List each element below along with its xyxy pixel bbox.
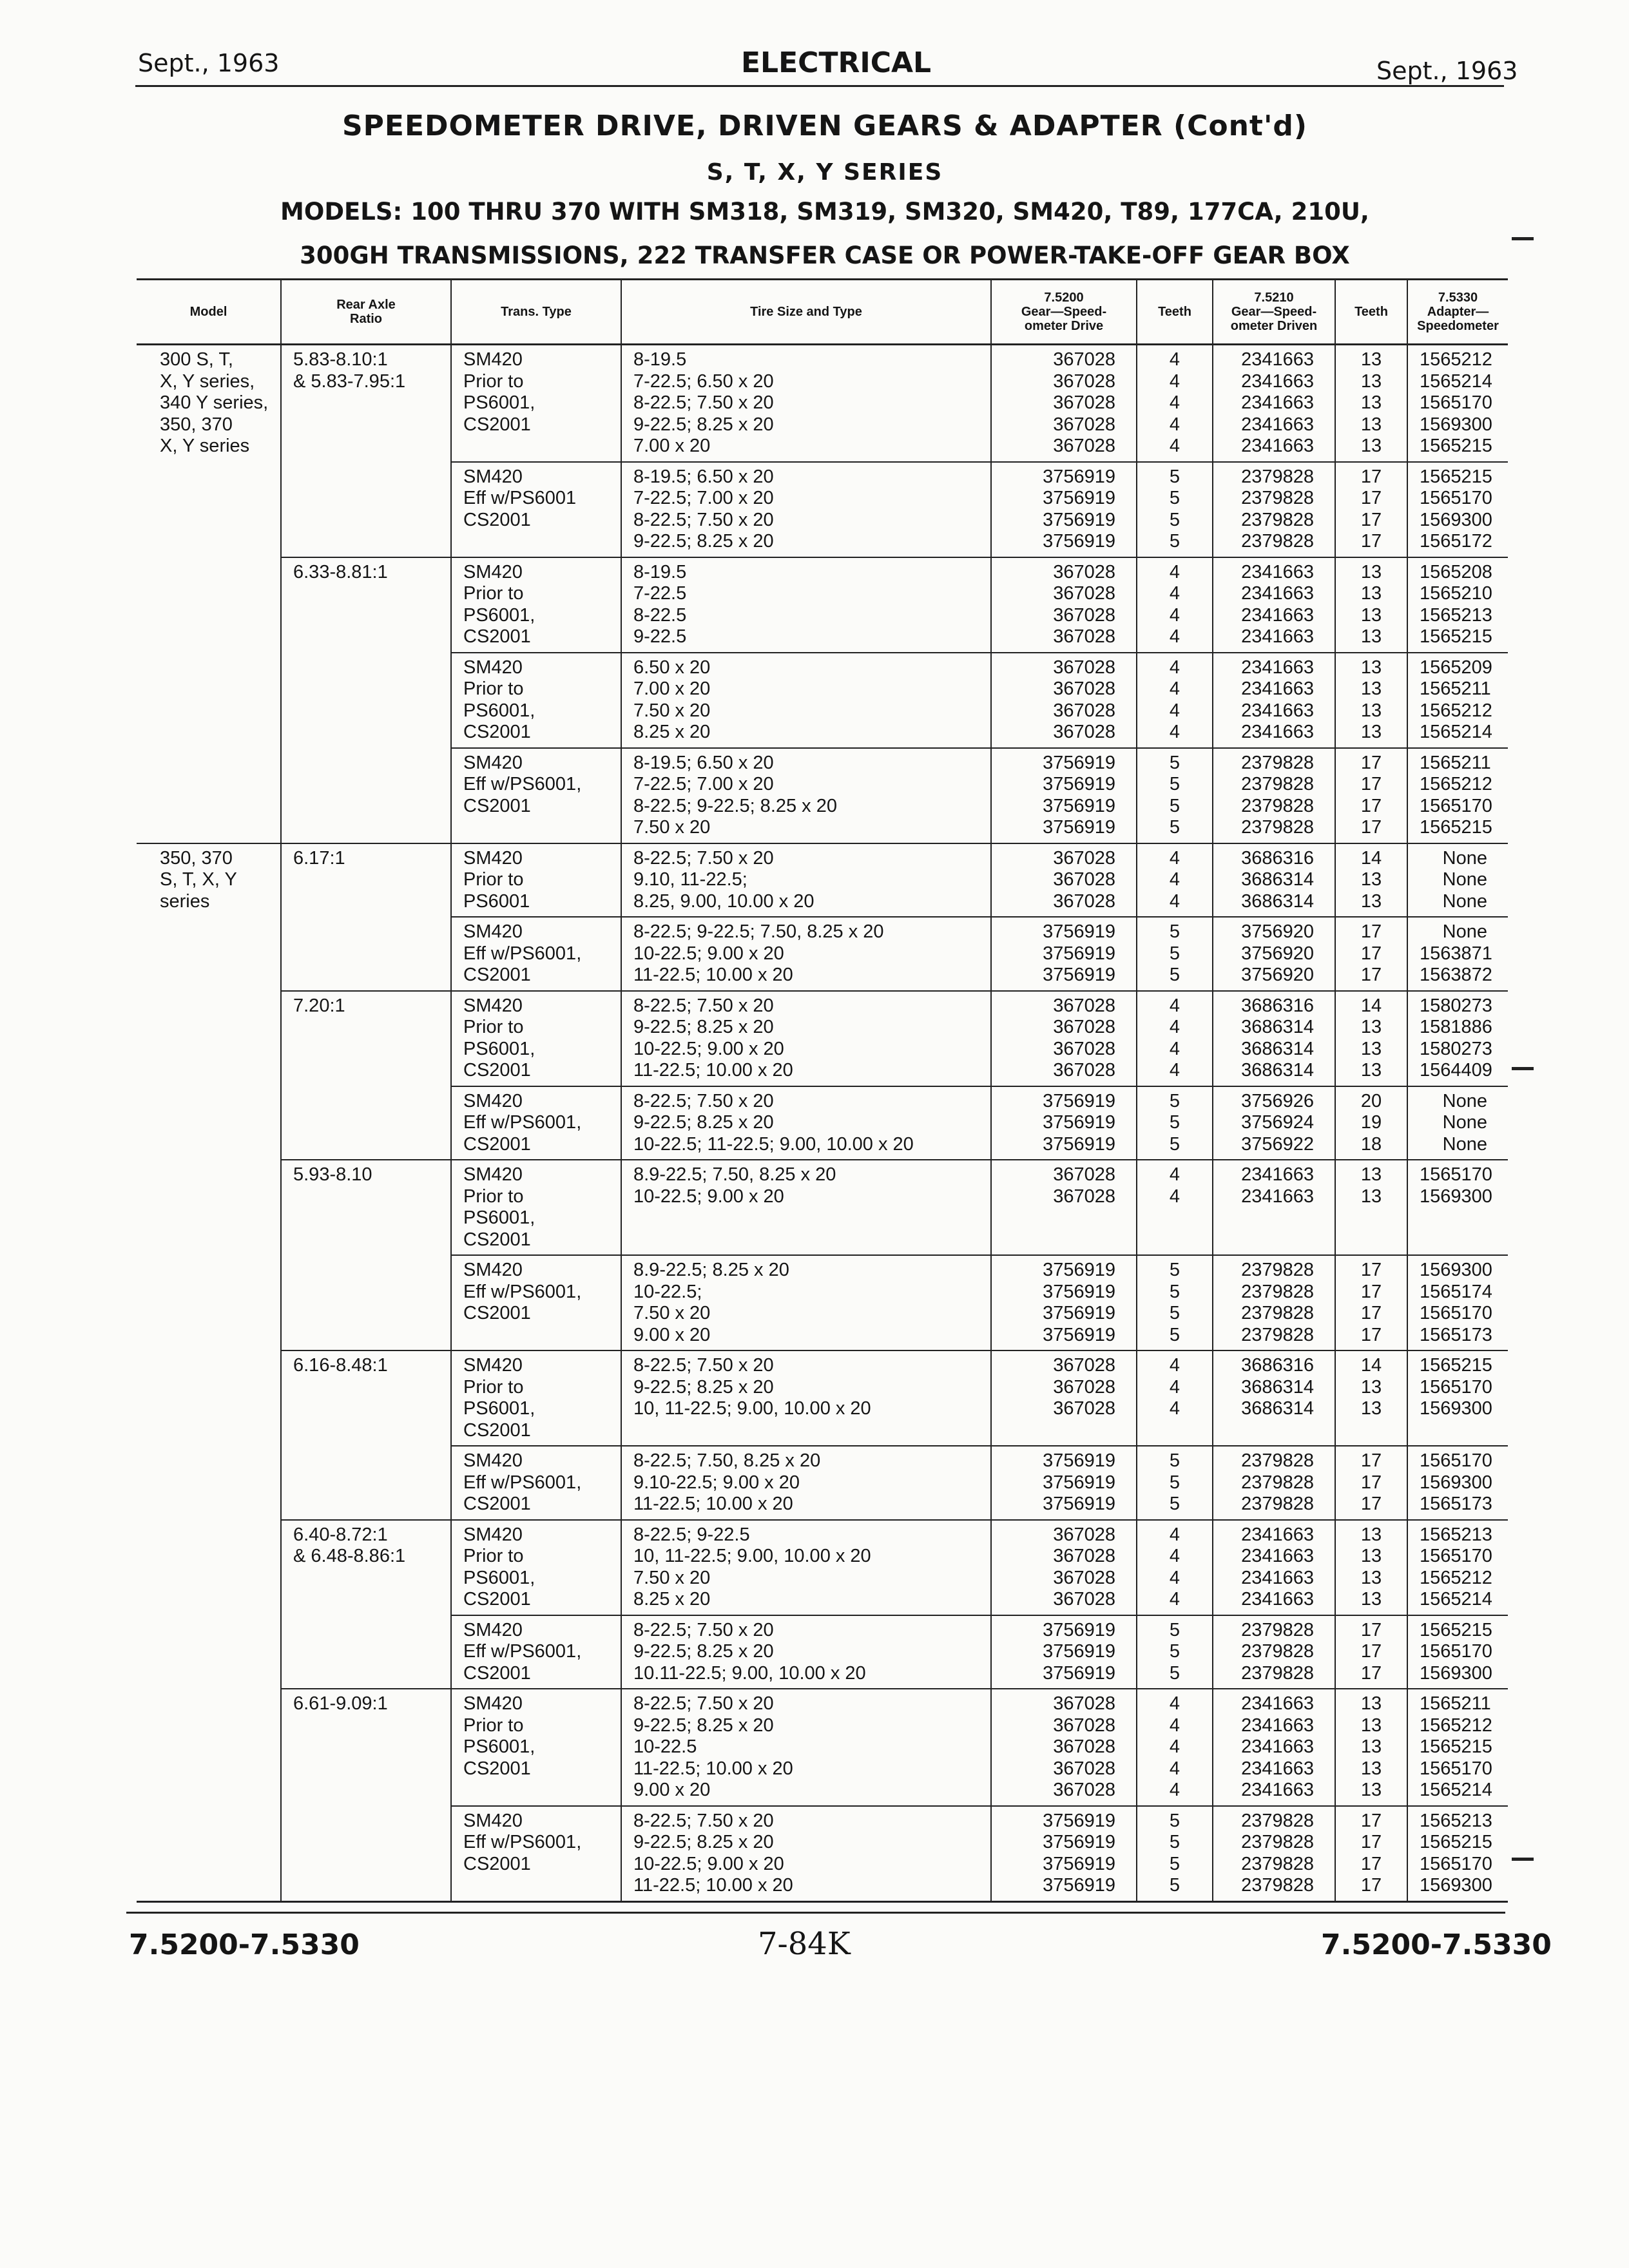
adapter-cell: 1565215 1565170 1569300 [1407,1350,1508,1446]
driven-gear-cell: 2379828 2379828 2379828 2379828 [1213,462,1335,557]
drive-gear-cell: 367028 367028 367028 367028 [991,1520,1137,1615]
footer-section-range-left: 7.5200-7.5330 [129,1928,360,1961]
driven-teeth-cell: 13 13 13 13 [1335,557,1407,653]
trans-type-cell: SM420 Prior to PS6001, CS2001 [451,557,621,653]
drive-gear-cell: 3756919 3756919 3756919 3756919 [991,1255,1137,1350]
adapter-cell: 1565211 1565212 1565170 1565215 [1407,748,1508,843]
header-driven-teeth: Teeth [1335,280,1407,345]
header-rear-axle-ratio: Rear Axle Ratio [281,280,451,345]
header-tire-size: Tire Size and Type [621,280,991,345]
driven-gear-cell: 3756920 3756920 3756920 [1213,917,1335,991]
trans-type-cell: SM420 Prior to PS6001, CS2001 [451,653,621,748]
trans-type-cell: SM420 Prior to PS6001 [451,843,621,918]
driven-teeth-cell: 17 17 17 17 [1335,1255,1407,1350]
driven-gear-cell: 3686316 3686314 3686314 [1213,843,1335,918]
page-number: 7-84K [758,1926,851,1962]
driven-teeth-cell: 13 13 13 13 [1335,653,1407,748]
driven-gear-cell: 2379828 2379828 2379828 2379828 [1213,748,1335,843]
tire-size-cell: 8.9-22.5; 8.25 x 20 10-22.5; 7.50 x 20 9.00 x 20 [621,1255,991,1350]
drive-teeth-cell: 5 5 5 [1137,1086,1213,1160]
driven-teeth-cell: 14 13 13 [1335,843,1407,918]
drive-teeth-cell: 4 4 4 4 [1137,557,1213,653]
adapter-cell: 1565215 1565170 1569300 1565172 [1407,462,1508,557]
header-model: Model [137,280,281,345]
speedometer-gear-table [137,278,1508,1903]
drive-gear-cell: 367028 367028 367028 [991,1350,1137,1446]
trans-type-cell: SM420 Eff w/PS6001, CS2001 [451,917,621,991]
rear-axle-ratio-cell: 7.20:1 [281,991,451,1086]
driven-teeth-cell: 17 17 17 [1335,1615,1407,1689]
model-cell [137,653,281,748]
margin-change-mark [1512,237,1534,240]
driven-teeth-cell: 17 17 17 17 [1335,1806,1407,1902]
driven-teeth-cell: 13 13 13 13 [1335,1520,1407,1615]
rear-axle-ratio-cell: 6.33-8.81:1 [281,557,451,653]
drive-teeth-cell: 5 5 5 [1137,1446,1213,1520]
adapter-cell: None None None [1407,843,1508,918]
drive-gear-cell: 367028 367028 367028 367028 [991,991,1137,1086]
driven-teeth-cell: 13 13 13 13 13 [1335,345,1407,462]
model-cell [137,1615,281,1689]
drive-teeth-cell: 4 4 4 4 4 [1137,345,1213,462]
adapter-cell: 1565212 1565214 1565170 1569300 1565215 [1407,345,1508,462]
trans-type-cell: SM420 Prior to PS6001, CS2001 [451,1350,621,1446]
adapter-cell: 1565215 1565170 1569300 [1407,1615,1508,1689]
drive-gear-cell: 367028 367028 [991,1160,1137,1255]
drive-teeth-cell: 5 5 5 5 [1137,748,1213,843]
header-drive-gear: 7.5200 Gear—Speed- ometer Drive [991,280,1137,345]
driven-teeth-cell: 17 17 17 17 [1335,462,1407,557]
table-row [137,345,1508,462]
adapter-cell: 1565170 1569300 1565173 [1407,1446,1508,1520]
header-section-title: ELECTRICAL [741,46,932,79]
rear-axle-ratio-cell [281,1446,451,1520]
driven-gear-cell: 2379828 2379828 2379828 [1213,1446,1335,1520]
adapter-cell: 1565213 1565215 1565170 1569300 [1407,1806,1508,1902]
header-date-left: Sept., 1963 [138,49,280,77]
table-row [137,1806,1508,1902]
driven-gear-cell: 3686316 3686314 3686314 3686314 [1213,991,1335,1086]
rear-axle-ratio-cell [281,1615,451,1689]
driven-gear-cell: 2379828 2379828 2379828 2379828 [1213,1806,1335,1902]
drive-gear-cell: 367028 367028 367028 367028 367028 [991,1689,1137,1806]
drive-gear-cell: 3756919 3756919 3756919 [991,1446,1137,1520]
drive-teeth-cell: 5 5 5 [1137,917,1213,991]
driven-teeth-cell: 14 13 13 [1335,1350,1407,1446]
trans-type-cell: SM420 Eff w/PS6001, CS2001 [451,1086,621,1160]
driven-teeth-cell: 13 13 13 13 13 [1335,1689,1407,1806]
header-rule [135,85,1504,87]
rear-axle-ratio-cell: 6.17:1 [281,843,451,918]
driven-gear-cell: 2341663 2341663 2341663 2341663 2341663 [1213,1689,1335,1806]
drive-gear-cell: 3756919 3756919 3756919 [991,1615,1137,1689]
tire-size-cell: 8-22.5; 7.50 x 20 9-22.5; 8.25 x 20 10-22.5; 9.00 x 20 11-22.5; 10.00 x 20 [621,1806,991,1902]
drive-teeth-cell: 4 4 4 4 [1137,1520,1213,1615]
adapter-cell: 1569300 1565174 1565170 1565173 [1407,1255,1508,1350]
driven-gear-cell: 2341663 2341663 [1213,1160,1335,1255]
driven-teeth-cell: 13 13 [1335,1160,1407,1255]
adapter-cell: 1565209 1565211 1565212 1565214 [1407,653,1508,748]
drive-teeth-cell: 4 4 4 4 [1137,991,1213,1086]
drive-gear-cell: 3756919 3756919 3756919 [991,1086,1137,1160]
model-cell [137,1160,281,1255]
drive-teeth-cell: 5 5 5 5 [1137,1255,1213,1350]
adapter-cell: 1565213 1565170 1565212 1565214 [1407,1520,1508,1615]
drive-teeth-cell: 4 4 4 4 4 [1137,1689,1213,1806]
trans-type-cell: SM420 Eff w/PS6001, CS2001 [451,1615,621,1689]
model-cell [137,1350,281,1446]
model-cell [137,748,281,843]
rear-axle-ratio-cell [281,1255,451,1350]
model-cell [137,557,281,653]
model-cell [137,1689,281,1806]
margin-change-mark [1512,1858,1534,1861]
model-cell [137,917,281,991]
rear-axle-ratio-cell: 6.16-8.48:1 [281,1350,451,1446]
adapter-cell: 1565170 1569300 [1407,1160,1508,1255]
title-block [129,110,1521,273]
trans-type-cell: SM420 Prior to PS6001, CS2001 [451,345,621,462]
tire-size-cell: 8-22.5; 7.50 x 20 9.10, 11-22.5; 8.25, 9.00, 10.00 x 20 [621,843,991,918]
table-row [137,748,1508,843]
table-row [137,653,1508,748]
model-cell [137,1806,281,1902]
table-row [137,1689,1508,1806]
drive-gear-cell: 3756919 3756919 3756919 [991,917,1137,991]
drive-gear-cell: 367028 367028 367028 367028 [991,653,1137,748]
margin-change-mark [1512,1067,1534,1070]
driven-gear-cell: 2341663 2341663 2341663 2341663 [1213,557,1335,653]
rear-axle-ratio-cell [281,917,451,991]
tire-size-cell: 8-22.5; 7.50 x 20 9-22.5; 8.25 x 20 10.11-22.5; 9.00, 10.00 x 20 [621,1615,991,1689]
trans-type-cell: SM420 Prior to PS6001, CS2001 [451,1520,621,1615]
drive-teeth-cell: 4 4 4 4 [1137,653,1213,748]
tire-size-cell: 8-22.5; 7.50, 8.25 x 20 9.10-22.5; 9.00 x 20 11-22.5; 10.00 x 20 [621,1446,991,1520]
model-cell [137,462,281,557]
drive-teeth-cell: 4 4 4 [1137,843,1213,918]
rear-axle-ratio-cell [281,1806,451,1902]
table-row [137,1350,1508,1446]
rear-axle-ratio-cell: 6.61-9.09:1 [281,1689,451,1806]
driven-teeth-cell: 17 17 17 [1335,917,1407,991]
adapter-cell: None None None [1407,1086,1508,1160]
tire-size-cell: 8-22.5; 7.50 x 20 9-22.5; 8.25 x 20 10-22.5 11-22.5; 10.00 x 20 9.00 x 20 [621,1689,991,1806]
table-row [137,1615,1508,1689]
tire-size-cell: 8.9-22.5; 7.50, 8.25 x 20 10-22.5; 9.00 x 20 [621,1160,991,1255]
driven-gear-cell: 2341663 2341663 2341663 2341663 2341663 [1213,345,1335,462]
table-row [137,1086,1508,1160]
footer-section-range-right: 7.5200-7.5330 [1321,1928,1552,1961]
drive-gear-cell: 367028 367028 367028 367028 [991,557,1137,653]
drive-gear-cell: 3756919 3756919 3756919 3756919 [991,462,1137,557]
table-row [137,991,1508,1086]
driven-gear-cell: 2379828 2379828 2379828 2379828 [1213,1255,1335,1350]
driven-teeth-cell: 17 17 17 [1335,1446,1407,1520]
tire-size-cell: 8-19.5 7-22.5 8-22.5 9-22.5 [621,557,991,653]
models-line-1: MODELS: 100 THRU 370 WITH SM318, SM319, SM320, SM420, T89, 177CA, 210U, [280,198,1369,226]
header-date-right: Sept., 1963 [1376,57,1518,85]
tire-size-cell: 8-22.5; 7.50 x 20 9-22.5; 8.25 x 20 10-22.5; 9.00 x 20 11-22.5; 10.00 x 20 [621,991,991,1086]
tire-size-cell: 8-19.5; 6.50 x 20 7-22.5; 7.00 x 20 8-22.5; 7.50 x 20 9-22.5; 8.25 x 20 [621,462,991,557]
driven-teeth-cell: 20 19 18 [1335,1086,1407,1160]
models-line-2: 300GH TRANSMISSIONS, 222 TRANSFER CASE OR POWER-TAKE-OFF GEAR BOX [300,242,1350,269]
model-cell [137,1255,281,1350]
tire-size-cell: 8-22.5; 9-22.5; 7.50, 8.25 x 20 10-22.5; 9.00 x 20 11-22.5; 10.00 x 20 [621,917,991,991]
footer-rule [126,1912,1505,1914]
rear-axle-ratio-cell [281,462,451,557]
header-driven-gear: 7.5210 Gear—Speed- ometer Driven [1213,280,1335,345]
trans-type-cell: SM420 Prior to PS6001, CS2001 [451,1689,621,1806]
adapter-cell: 1565211 1565212 1565215 1565170 1565214 [1407,1689,1508,1806]
trans-type-cell: SM420 Eff w/PS6001, CS2001 [451,748,621,843]
trans-type-cell: SM420 Eff w/PS6001, CS2001 [451,1446,621,1520]
page-subtitle: S, T, X, Y SERIES [706,159,943,186]
tire-size-cell: 8-22.5; 9-22.5 10, 11-22.5; 9.00, 10.00 x 20 7.50 x 20 8.25 x 20 [621,1520,991,1615]
adapter-cell: 1580273 1581886 1580273 1564409 [1407,991,1508,1086]
driven-gear-cell: 2341663 2341663 2341663 2341663 [1213,653,1335,748]
table-row [137,1160,1508,1255]
trans-type-cell: SM420 Eff w/PS6001, CS2001 [451,1806,621,1902]
page-title: SPEEDOMETER DRIVE, DRIVEN GEARS & ADAPTER (Cont'd) [342,110,1308,142]
drive-gear-cell: 3756919 3756919 3756919 3756919 [991,748,1137,843]
rear-axle-ratio-cell: 5.83-8.10:1 & 5.83-7.95:1 [281,345,451,462]
rear-axle-ratio-cell: 6.40-8.72:1 & 6.48-8.86:1 [281,1520,451,1615]
drive-teeth-cell: 4 4 [1137,1160,1213,1255]
driven-gear-cell: 3686316 3686314 3686314 [1213,1350,1335,1446]
table-row [137,462,1508,557]
driven-gear-cell: 3756926 3756924 3756922 [1213,1086,1335,1160]
drive-teeth-cell: 5 5 5 [1137,1615,1213,1689]
model-cell [137,1446,281,1520]
trans-type-cell: SM420 Eff w/PS6001 CS2001 [451,462,621,557]
driven-gear-cell: 2341663 2341663 2341663 2341663 [1213,1520,1335,1615]
header-adapter: 7.5330 Adapter— Speedometer [1407,280,1508,345]
header-trans-type: Trans. Type [451,280,621,345]
table-header-row [137,280,1508,345]
trans-type-cell: SM420 Prior to PS6001, CS2001 [451,991,621,1086]
rear-axle-ratio-cell [281,653,451,748]
trans-type-cell: SM420 Prior to PS6001, CS2001 [451,1160,621,1255]
driven-teeth-cell: 17 17 17 17 [1335,748,1407,843]
tire-size-cell: 6.50 x 20 7.00 x 20 7.50 x 20 8.25 x 20 [621,653,991,748]
table-row [137,843,1508,918]
tire-size-cell: 8-22.5; 7.50 x 20 9-22.5; 8.25 x 20 10, 11-22.5; 9.00, 10.00 x 20 [621,1350,991,1446]
model-cell [137,1086,281,1160]
tire-size-cell: 8-19.5; 6.50 x 20 7-22.5; 7.00 x 20 8-22.5; 9-22.5; 8.25 x 20 7.50 x 20 [621,748,991,843]
adapter-cell: None 1563871 1563872 [1407,917,1508,991]
model-cell: 300 S, T, X, Y series, 340 Y series, 350, 370 X, Y series [160,349,269,456]
table-row [137,917,1508,991]
driven-gear-cell: 2379828 2379828 2379828 [1213,1615,1335,1689]
adapter-cell: 1565208 1565210 1565213 1565215 [1407,557,1508,653]
drive-teeth-cell: 5 5 5 5 [1137,1806,1213,1902]
table-row [137,1446,1508,1520]
model-cell [137,1520,281,1615]
driven-teeth-cell: 14 13 13 13 [1335,991,1407,1086]
drive-gear-cell: 3756919 3756919 3756919 3756919 [991,1806,1137,1902]
model-cell: 350, 370 S, T, X, Y series [137,843,281,918]
rear-axle-ratio-cell: 5.93-8.10 [281,1160,451,1255]
table-row [137,557,1508,653]
table-row [137,1255,1508,1350]
drive-teeth-cell: 4 4 4 [1137,1350,1213,1446]
header-drive-teeth: Teeth [1137,280,1213,345]
tire-size-cell: 8-19.5 7-22.5; 6.50 x 20 8-22.5; 7.50 x 20 9-22.5; 8.25 x 20 7.00 x 20 [621,345,991,462]
drive-gear-cell: 367028 367028 367028 367028 367028 [991,345,1137,462]
drive-gear-cell: 367028 367028 367028 [991,843,1137,918]
trans-type-cell: SM420 Eff w/PS6001, CS2001 [451,1255,621,1350]
model-cell [137,991,281,1086]
tire-size-cell: 8-22.5; 7.50 x 20 9-22.5; 8.25 x 20 10-22.5; 11-22.5; 9.00, 10.00 x 20 [621,1086,991,1160]
table-row [137,1520,1508,1615]
rear-axle-ratio-cell [281,748,451,843]
rear-axle-ratio-cell [281,1086,451,1160]
drive-teeth-cell: 5 5 5 5 [1137,462,1213,557]
